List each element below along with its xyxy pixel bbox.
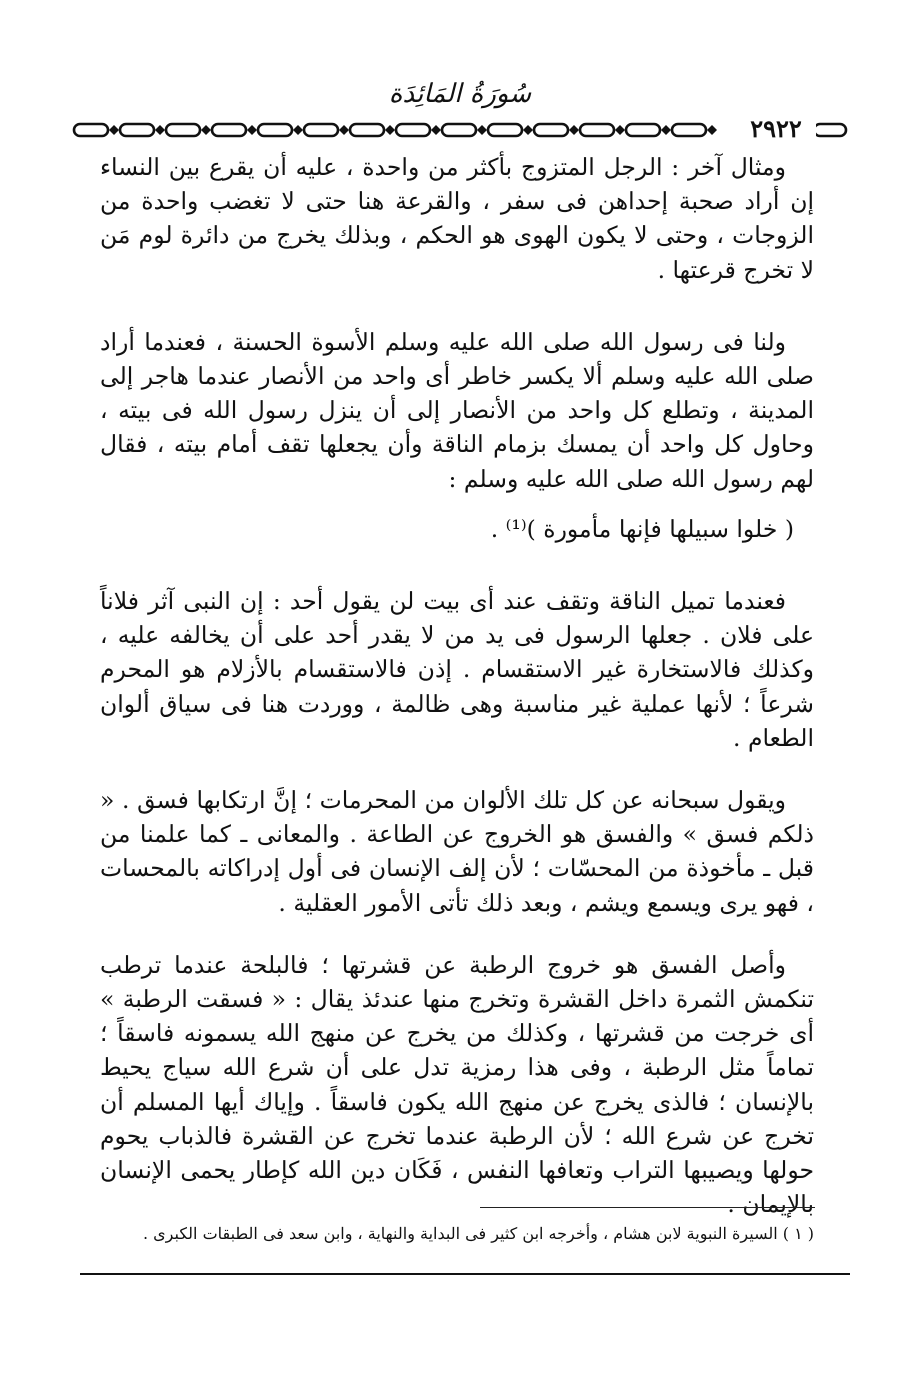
hadith-quote: ( خلوا سبيلها فإنها مأمورة )⁽¹⁾ .	[490, 514, 794, 543]
chain-diamond	[707, 125, 717, 135]
main-text	[100, 150, 814, 1221]
paragraph-2: ولنا فى رسول الله صلى الله عليه وسلم الأسوة الحسنة ، فعندما أراد صلى الله عليه وسلم ألا يكسر خاطر أى واحد من الأنصار عندما هاجر إلى المدينة ، وتطلع كل واحد من الأنصار إلى أن ينزل رسول الله فى بيته ، وحاول كل واحد أن يمسك بزمام الناقة وأن يجعلها تقف أمام بيته ، فقال لهم رسول الله صلى الله عليه وسلم :	[100, 327, 814, 493]
surah-title: سُورَةُ المَائِدَة	[388, 79, 532, 109]
chain-diamond	[201, 125, 211, 135]
chain-link	[258, 124, 292, 136]
chain-link	[488, 124, 522, 136]
chain-diamond	[661, 125, 671, 135]
chain-diamond	[477, 125, 487, 135]
chain-ornament-border	[70, 118, 850, 142]
chain-link	[396, 124, 430, 136]
chain-diamond	[109, 125, 119, 135]
chain-link	[672, 124, 706, 136]
chain-diamond	[431, 125, 441, 135]
chain-diamond	[247, 125, 257, 135]
chain-diamond	[569, 125, 579, 135]
chain-link	[442, 124, 476, 136]
footnote: ( ١ ) السيرة النبوية لابن هشام ، وأخرجه ابن كثير فى البداية والنهاية ، وابن سعد فى الطبقات الكبرى .	[142, 1224, 814, 1243]
chain-link	[212, 124, 246, 136]
footnote-separator	[480, 1207, 815, 1208]
page-bottom-rule	[80, 1273, 850, 1275]
chain-diamond	[155, 125, 165, 135]
chain-link	[350, 124, 384, 136]
chain-link	[580, 124, 614, 136]
chain-diamond	[293, 125, 303, 135]
chain-diamond	[615, 125, 625, 135]
chain-link	[120, 124, 154, 136]
paragraph-4: ويقول سبحانه عن كل تلك الألوان من المحرمات ؛ إنَّ ارتكابها فسق . « ذلكم فسق » والفسق هو الخروج عن الطاعة . والمعانى ـ كما علمنا من قبل ـ مأخوذة من المحسّات ؛ لأن إلف الإنسان فى أول إدراكاته بالمحسات ، فهو يرى ويسمع ويشم ، وبعد ذلك تأتى الأمور العقلية .	[100, 786, 814, 917]
chain-link	[74, 124, 108, 136]
chain-diamond	[523, 125, 533, 135]
chain-link	[534, 124, 568, 136]
paragraph-5: وأصل الفسق هو خروج الرطبة عن قشرتها ؛ فالبلحة عندما ترطب تنكمش الثمرة داخل القشرة وتخرج منها عندئذ يقال : « فسقت الرطبة » أى خرجت من قشرتها ، وكذلك من يخرج عن منهج الله يسمونه فاسقاً ؛ تماماً مثل الرطبة ، وفى هذا رمزية تدل على أن شرع الله سياج يحيط بالإنسان ؛ فالذى يخرج عن منهج الله يكون فاسقاً . وإياك أيها المسلم أن تخرج عن شرع الله ؛ لأن الرطبة عندما تخرج عن القشرة فالذباب يحوم حولها ويصيبها التراب وتعافها النفس ، فَكَان دين الله كإطار يحمى الإنسان بالإيمان .	[100, 950, 814, 1219]
chain-link	[166, 124, 200, 136]
chain-diamond	[385, 125, 395, 135]
chain-link	[304, 124, 338, 136]
chain-diamond	[339, 125, 349, 135]
chain-link	[626, 124, 660, 136]
chain-link	[814, 124, 846, 136]
page-number: ٢٩٢٢	[736, 114, 816, 144]
paragraph-3: فعندما تميل الناقة وتقف عند أى بيت لن يقول أحد : إن النبى آثر فلاناً على فلان . جعلها الرسول فى يد من لا يقدر أحد على أن يخالفه عليه ، وكذلك فالاستخارة غير الاستقسام . إذن فالاستقسام بالأزلام هو المحرم شرعاً ؛ لأنها عملية غير مناسبة وهى ظالمة ، ووردت هنا فى سياق ألوان الطعام .	[100, 587, 814, 752]
paragraph-1: ومثال آخر : الرجل المتزوج بأكثر من واحدة ، عليه أن يقرع بين النساء إن أراد صحبة إحداهن فى سفر ، والقرعة هنا حتى لا تغضب واحدة من الزوجات ، وحتى لا يكون الهوى هو الحكم ، وبذلك يخرج من دائرة لوم مَن لا تخرج قرعتها .	[100, 153, 814, 284]
